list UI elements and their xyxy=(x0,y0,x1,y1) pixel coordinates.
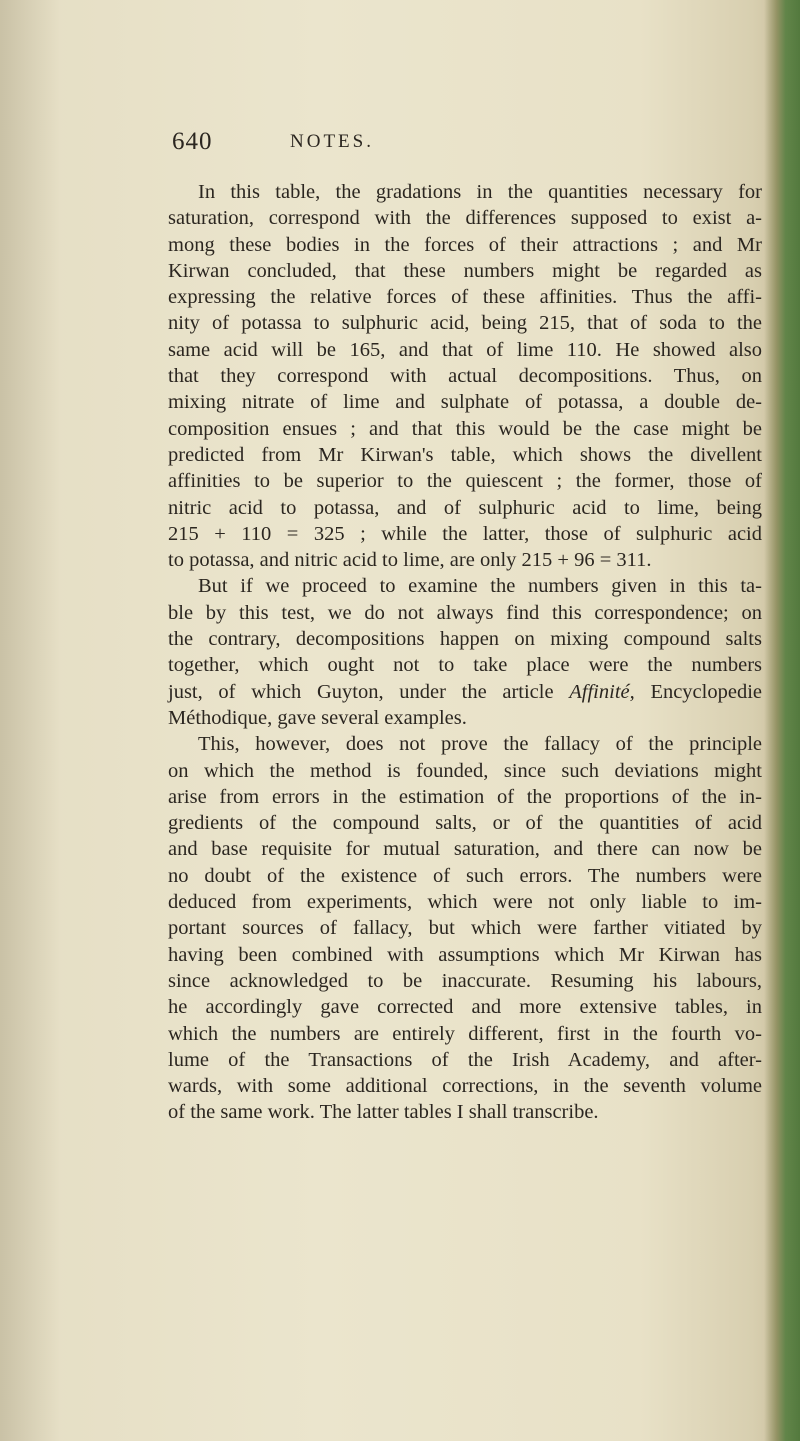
text-line: predicted from Mr Kirwan's table, which shows the divellent xyxy=(168,443,762,466)
paragraph-1 xyxy=(168,179,762,573)
text-segment: Encyclopedie xyxy=(650,680,762,703)
text-line: mong these bodies in the forces of their attractions ; and Mr xyxy=(168,233,762,256)
body-text xyxy=(168,179,762,1126)
text-line: Kirwan concluded, that these numbers might be regarded as xyxy=(168,259,762,282)
text-line: ble by this test, we do not always find this correspondence; on xyxy=(168,601,762,624)
text-line: nitric acid to potassa, and of sulphuric acid to lime, being xyxy=(168,496,762,519)
text-line: gredients of the compound salts, or of the quantities of acid xyxy=(168,812,762,835)
text-line: Méthodique, gave several examples. xyxy=(168,706,467,729)
text-line: since acknowledged to be inaccurate. Resuming his labours, xyxy=(168,969,762,992)
text-line: portant sources of fallacy, but which were farther vitiated by xyxy=(168,917,762,940)
page-edge-stain xyxy=(764,0,800,1441)
text-line: which the numbers are entirely different, first in the fourth vo- xyxy=(168,1022,762,1045)
text-line: expressing the relative forces of these affinities. Thus the affi- xyxy=(168,286,762,309)
text-line: he accordingly gave corrected and more extensive tables, in xyxy=(168,996,762,1019)
text-line: to potassa, and nitric acid to lime, are only 215 + 96 = 311. xyxy=(168,549,652,572)
text-line-with-italic xyxy=(168,679,762,705)
text-line: of the same work. The latter tables I shall transcribe. xyxy=(168,1101,599,1124)
text-line: In this table, the gradations in the quantities necessary for xyxy=(198,181,762,203)
text-line: having been combined with assumptions which Mr Kirwan has xyxy=(168,943,762,966)
page-gutter-shadow xyxy=(0,0,60,1441)
text-line: no doubt of the existence of such errors. The numbers were xyxy=(168,864,762,887)
text-line: deduced from experiments, which were not only liable to im- xyxy=(168,891,762,914)
text-line: on which the method is founded, since such deviations might xyxy=(168,759,762,782)
text-line: saturation, correspond with the differences supposed to exist a- xyxy=(168,207,762,230)
text-line: But if we proceed to examine the numbers given in this ta- xyxy=(198,575,762,598)
text-line: mixing nitrate of lime and sulphate of potassa, a double de- xyxy=(168,391,762,414)
running-head: NOTES. xyxy=(290,131,374,152)
italic-term: Affinité, xyxy=(569,680,635,703)
text-line: that they correspond with actual decompositions. Thus, on xyxy=(168,365,762,388)
text-line: composition ensues ; and that this would be the case might be xyxy=(168,417,762,440)
text-line: 215 + 110 = 325 ; while the latter, those of sulphuric acid xyxy=(168,522,762,545)
paragraph-2 xyxy=(168,573,762,731)
text-line: the contrary, decompositions happen on mixing compound salts xyxy=(168,628,762,651)
text-line: This, however, does not prove the fallacy of the principle xyxy=(198,733,762,756)
text-line: affinities to be superior to the quiescent ; the former, those of xyxy=(168,470,762,493)
text-line: nity of potassa to sulphuric acid, being 215, that of soda to the xyxy=(168,312,762,335)
page-header xyxy=(172,128,592,168)
page-number: 640 xyxy=(172,128,213,155)
paragraph-3 xyxy=(168,731,762,1125)
text-segment: just, of which Guyton, under the article xyxy=(168,680,554,703)
text-line: together, which ought not to take place were the numbers xyxy=(168,654,762,677)
text-line: same acid will be 165, and that of lime 110. He showed also xyxy=(168,338,762,361)
text-line: lume of the Transactions of the Irish Academy, and after- xyxy=(168,1048,762,1071)
text-line: wards, with some additional corrections, in the seventh volume xyxy=(168,1075,762,1098)
text-line: and base requisite for mutual saturation, and there can now be xyxy=(168,838,762,861)
text-line: arise from errors in the estimation of the proportions of the in- xyxy=(168,785,762,808)
